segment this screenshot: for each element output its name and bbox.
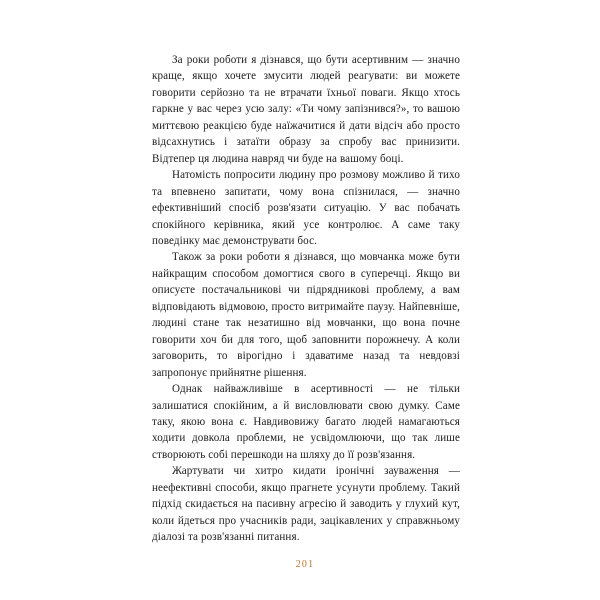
paragraph: Також за роки роботи я дізнався, що мовчанка може бути найкращим способом домогтися свого в суперечці. Якщо ви описуєте постачальникові чи підрядникові проблему, а вам відповідають відмовою, просто витримайте паузу. Найпевніше, людині стане так незатишно від мовчанки, що вона почне говорити хоч би для того, щоб заповнити порожнечу. А коли заговорить, то вірогідно і здаватиме назад та невдовзі запропонує прийнятне рішення. [152, 251, 460, 379]
paragraph: За роки роботи я дізнався, що бути асертивним — значно краще, якщо хочете змусити людей реагувати: ви можете говорити серйозно та не втрачати їхньої поваги. Якщо хтось гаркне у вас через усю залу: «Ти чому запізнився?», то вашою миттєвою реакцією буде наїжачитися й дати відсіч або просто відсахнутись і затаїти образу за спробу вас принизити. Відтепер ця людина навряд чи буде на вашому боці. [152, 54, 460, 165]
page-number [0, 559, 600, 570]
paragraph: Натомість попросити людину про розмову можливо й тихо та впевнено запитати, чому вона спізнилася, — значно ефективніший спосіб розв'язати ситуацію. У вас побачать спокійного керівника, який усе контролює. А саме таку поведінку має демонструвати бос. [152, 169, 460, 247]
paragraph: Жартувати чи хитро кидати іронічні зауваження — неефективні способи, якщо прагнете усунути проблему. Такий підхід скидається на пасивну агресію й заводить у глухий кут, коли йдеться про учасників ради, зацікавлених у справжньому діалозі та розв'язанні питання. [152, 465, 460, 544]
page-number-value: 201 [295, 559, 315, 570]
paragraph: Однак найважливіше в асертивності — не тільки залишатися спокійним, а й висловлювати свою думку. Саме таку, якою вона є. Навдивовижу багато людей намагаються ходити довкола проблеми, не усвідомлюючи, що так лише створюють собі перешкоди на шляху до її розв'язання. [152, 383, 460, 461]
page-body [152, 52, 460, 546]
